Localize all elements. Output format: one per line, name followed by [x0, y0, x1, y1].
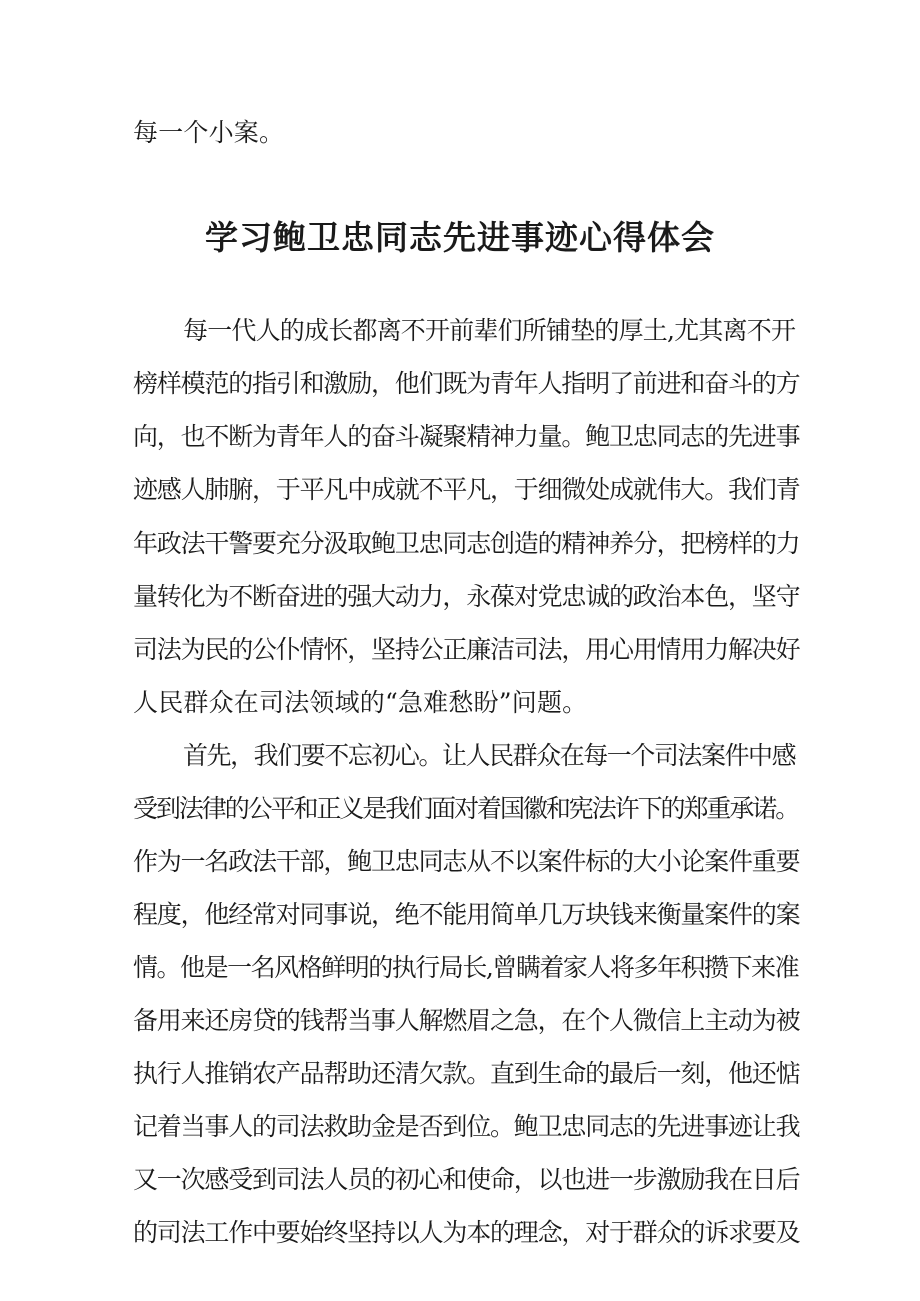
document-title: 学习鲍卫忠同志先进事迹心得体会: [205, 218, 715, 257]
paragraph-1-line-2: 榜样模范的指引和激励，他们既为青年人指明了前进和奋斗的方: [133, 369, 800, 398]
paragraph-1-line-7: 司法为民的公仆情怀，坚持公正廉洁司法，用心用情用力解决好: [133, 635, 800, 664]
paragraph-2-line-7: 执行人推销农产品帮助还清欠款。直到生命的最后一刻，他还惦: [133, 1059, 800, 1088]
paragraph-1-line-8: 人民群众在司法领域的“急难愁盼”问题。: [133, 688, 588, 717]
paragraph-1-line-4: 迹感人肺腑，于平凡中成就不平凡，于细微处成就伟大。我们青: [133, 475, 800, 504]
paragraph-1-line-1: 每一代人的成长都离不开前辈们所铺垫的厚土,尤其离不开: [183, 316, 796, 345]
paragraph-2-line-4: 程度，他经常对同事说，绝不能用简单几万块钱来衡量案件的案: [133, 900, 800, 929]
paragraph-2-line-10: 的司法工作中要始终坚持以人为本的理念，对于群众的诉求要及: [133, 1218, 800, 1247]
paragraph-2-line-8: 记着当事人的司法救助金是否到位。鲍卫忠同志的先进事迹让我: [133, 1112, 800, 1141]
paragraph-1-line-6: 量转化为不断奋进的强大动力，永葆对党忠诚的政治本色，坚守: [133, 582, 800, 611]
paragraph-2-line-5: 情。他是一名风格鲜明的执行局长,曾瞒着家人将多年积攒下来准: [133, 953, 798, 982]
paragraph-2-line-3: 作为一名政法干部，鲍卫忠同志从不以案件标的大小论案件重要: [133, 847, 800, 876]
paragraph-1-line-5: 年政法干警要充分汲取鲍卫忠同志创造的精神养分，把榜样的力: [133, 529, 800, 558]
paragraph-2-line-2: 受到法律的公平和正义是我们面对着国徽和宪法许下的郑重承诺。: [133, 794, 798, 823]
paragraph-2-line-6: 备用来还房贷的钱帮当事人解燃眉之急，在个人微信上主动为被: [133, 1006, 800, 1035]
paragraph-2-line-9: 又一次感受到司法人员的初心和使命，以也进一步激励我在日后: [133, 1165, 800, 1194]
paragraph-1-line-3: 向，也不断为青年人的奋斗凝聚精神力量。鲍卫忠同志的先进事: [133, 422, 800, 451]
previous-paragraph-tail: 每一个小案。: [133, 118, 285, 147]
paragraph-2-line-1: 首先，我们要不忘初心。让人民群众在每一个司法案件中感: [183, 741, 795, 770]
